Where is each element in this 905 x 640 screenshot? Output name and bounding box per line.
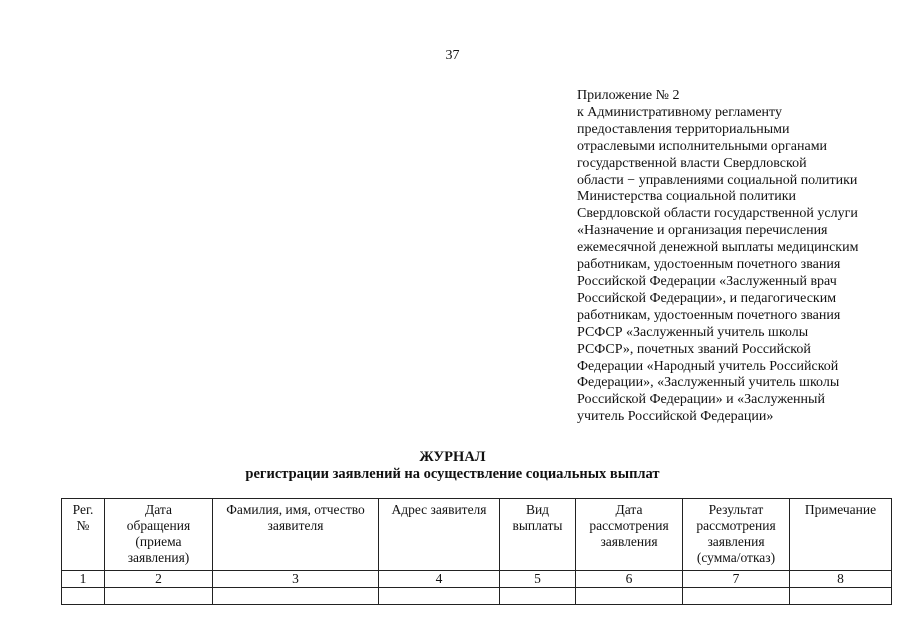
table-cell-empty	[576, 588, 683, 605]
table-cell-empty	[500, 588, 576, 605]
appendix-line: Свердловской области государственной услуги	[577, 206, 858, 222]
table-number-row	[62, 571, 892, 588]
appendix-line: области − управлениями социальной политики	[577, 172, 858, 188]
column-number: 4	[379, 571, 500, 588]
appendix-line: Федерации», «Заслуженный учитель школы	[577, 375, 840, 391]
appendix-line: «Назначение и организация перечисления	[577, 223, 828, 239]
page-number: 37	[445, 48, 460, 63]
appendix-line: Российской Федерации», и педагогическим	[577, 290, 837, 306]
appendix-line: Российской Федерации «Заслуженный врач	[577, 273, 837, 289]
appendix-line: РСФСР», почетных званий Российской	[577, 341, 811, 357]
table-header-row	[62, 499, 892, 571]
appendix-line: государственной власти Свердловской	[577, 155, 807, 171]
appendix-line: Министерства социальной политики	[577, 189, 797, 205]
appendix-line: Приложение № 2	[577, 88, 680, 103]
table-cell-empty	[213, 588, 379, 605]
column-number: 2	[105, 571, 213, 588]
header-cell-payment-type: Вид выплаты	[500, 499, 576, 571]
table-cell-empty	[683, 588, 790, 605]
appendix-line: к Административному регламенту	[577, 104, 782, 120]
appendix-line: предоставления территориальными	[577, 121, 790, 137]
appendix-line: Российской Федерации» и «Заслуженный	[577, 392, 825, 408]
appendix-line: РСФСР «Заслуженный учитель школы	[577, 324, 809, 340]
journal-title: ЖУРНАЛ	[419, 449, 486, 465]
appendix-line: отраслевыми исполнительными органами	[577, 138, 828, 154]
appendix-note	[577, 88, 897, 426]
column-number: 5	[500, 571, 576, 588]
column-number: 3	[213, 571, 379, 588]
header-cell-note: Примечание	[790, 499, 892, 571]
table-row-empty	[62, 588, 892, 605]
table-cell-empty	[62, 588, 105, 605]
table-cell-empty	[790, 588, 892, 605]
header-cell-request-date: Дата обращения (приема заявления)	[105, 499, 213, 571]
journal-heading	[0, 449, 905, 483]
header-cell-result: Результат рассмотрения заявления (сумма/отказ)	[683, 499, 790, 571]
appendix-line: работникам, удостоенным почетного звания	[577, 307, 841, 323]
column-number: 6	[576, 571, 683, 588]
column-number: 1	[62, 571, 105, 588]
journal-subtitle: регистрации заявлений на осуществление социальных выплат	[245, 466, 660, 482]
appendix-line: ежемесячной денежной выплаты медицинским	[577, 240, 859, 256]
column-number: 7	[683, 571, 790, 588]
header-cell-reg-no: Рег. №	[62, 499, 105, 571]
appendix-line: Федерации «Народный учитель Российской	[577, 358, 839, 374]
appendix-line: работникам, удостоенным почетного звания	[577, 257, 841, 273]
table-cell-empty	[379, 588, 500, 605]
header-cell-review-date: Дата рассмотрения заявления	[576, 499, 683, 571]
registration-table	[61, 498, 892, 605]
table-cell-empty	[105, 588, 213, 605]
header-cell-full-name: Фамилия, имя, отчество заявителя	[213, 499, 379, 571]
appendix-line: учитель Российской Федерации»	[577, 409, 774, 425]
column-number: 8	[790, 571, 892, 588]
header-cell-address: Адрес заявителя	[379, 499, 500, 571]
